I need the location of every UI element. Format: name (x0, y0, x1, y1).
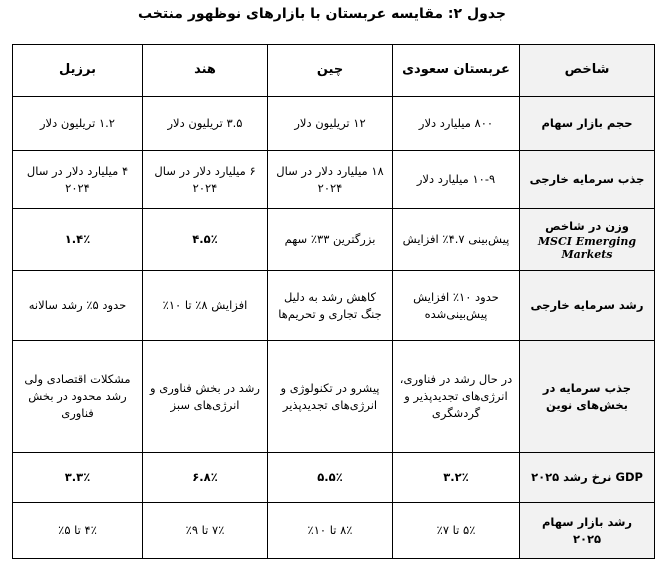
cell-india: ۶.۸٪ (143, 453, 268, 503)
header-saudi: عربستان سعودی (393, 45, 520, 97)
table-row (13, 209, 655, 271)
table-row (13, 97, 655, 151)
row-label: جذب سرمایه خارجی (520, 151, 655, 209)
row-label: حجم بازار سهام (520, 97, 655, 151)
cell-china: کاهش رشد به دلیل جنگ تجاری و تحریم‌ها (268, 271, 393, 341)
row-label-en: MSCI Emerging Markets (537, 234, 637, 261)
table-row (13, 453, 655, 503)
row-label (520, 453, 655, 503)
cell-saudi: ۸۰۰ میلیارد دلار (393, 97, 520, 151)
header-metric: شاخص (520, 45, 655, 97)
cell-saudi: ۱۰-۹ میلیارد دلار (393, 151, 520, 209)
cell-china: پیشرو در تکنولوژی و انرژی‌های تجدیدپذیر (268, 341, 393, 453)
header-india: هند (143, 45, 268, 97)
cell-saudi: حدود ۱۰٪ افزایش پیش‌بینی‌شده (393, 271, 520, 341)
cell-brazil: ۴٪ تا ۵٪ (13, 503, 143, 559)
cell-brazil: ۳.۳٪ (13, 453, 143, 503)
cell-brazil: ۴ میلیارد دلار در سال ۲۰۲۴ (13, 151, 143, 209)
header-china: چین (268, 45, 393, 97)
table-row (13, 151, 655, 209)
comparison-table (12, 44, 655, 559)
table-row (13, 271, 655, 341)
row-label-fa: وزن در شاخص (545, 218, 629, 233)
table-caption: جدول ۲: مقایسه عربستان با بازارهای نوظهور منتخب (137, 6, 506, 22)
cell-india: ۷٪ تا ۹٪ (143, 503, 268, 559)
cell-saudi: ۵٪ تا ۷٪ (393, 503, 520, 559)
cell-brazil: مشکلات اقتصادی ولی رشد محدود در بخش فناوری (13, 341, 143, 453)
cell-india: افزایش ۸٪ تا ۱۰٪ (143, 271, 268, 341)
row-label-en: GDP (615, 470, 643, 485)
cell-saudi: پیش‌بینی ۴.۷٪ افزایش (393, 209, 520, 271)
cell-india: ۶ میلیارد دلار در سال ۲۰۲۴ (143, 151, 268, 209)
cell-saudi: در حال رشد در فناوری، انرژی‌های تجدیدپذیر و گردشگری (393, 341, 520, 453)
row-label: جذب سرمایه در بخش‌های نوین (520, 341, 655, 453)
header-row (13, 45, 655, 97)
row-label: رشد سرمایه خارجی (520, 271, 655, 341)
header-brazil: برزیل (13, 45, 143, 97)
cell-china: ۵.۵٪ (268, 453, 393, 503)
cell-india: ۳.۵ تریلیون دلار (143, 97, 268, 151)
row-label (520, 209, 655, 271)
cell-saudi: ۳.۲٪ (393, 453, 520, 503)
cell-china: ۱۸ میلیارد دلار در سال ۲۰۲۴ (268, 151, 393, 209)
cell-china: بزرگترین ۳۳٪ سهم (268, 209, 393, 271)
cell-india: رشد در بخش فناوری و انرژی‌های سبز (143, 341, 268, 453)
row-label-fa: نرخ رشد (563, 470, 612, 485)
cell-brazil: ۱.۲ تریلیون دلار (13, 97, 143, 151)
cell-china: ۸٪ تا ۱۰٪ (268, 503, 393, 559)
row-label-year: ۲۰۲۵ (531, 470, 560, 485)
cell-brazil: ۱.۴٪ (13, 209, 143, 271)
row-label: رشد بازار سهام ۲۰۲۵ (520, 503, 655, 559)
cell-brazil: حدود ۵٪ رشد سالانه (13, 271, 143, 341)
cell-china: ۱۲ تریلیون دلار (268, 97, 393, 151)
table-row (13, 503, 655, 559)
cell-india: ۴.۵٪ (143, 209, 268, 271)
table-row (13, 341, 655, 453)
